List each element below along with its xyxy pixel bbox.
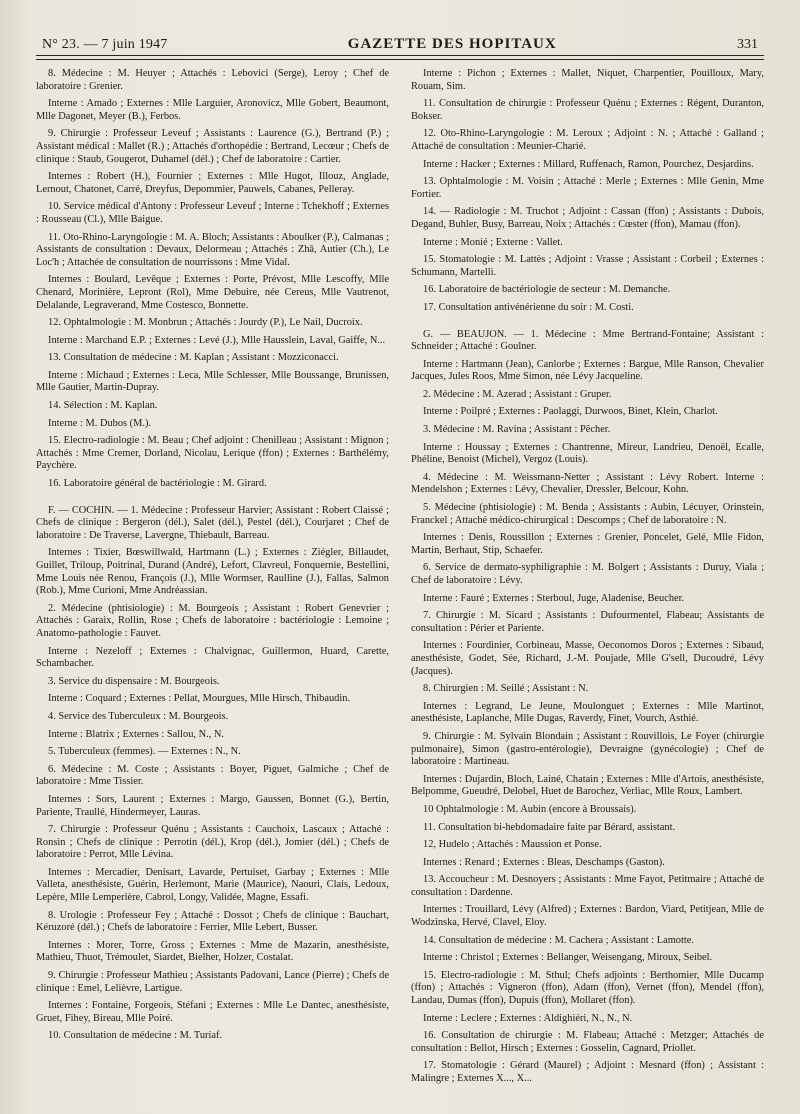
paragraph: 15. Electro-radiologie : M. Beau ; Chef adjoint : Chenilleau ; Assistant : Mignon ; Attachés : Mme Cremer, Dorland, Nicolau, Lerique (ffon) ; Externes : Barthélémy, Paychère. xyxy=(36,435,389,472)
paragraph: 17. Stomatologie : Gérard (Maurel) ; Adjoint : Mesnard (ffon) ; Assistant : Malingre ; Externes X..., X... xyxy=(411,1060,764,1084)
paragraph: Interne : Christol ; Externes : Bellanger, Weisengang, Miroux, Seibel. xyxy=(423,952,713,964)
paragraph: Internes : Sors, Laurent ; Externes : Margo, Gaussen, Bonnet (G.), Bertin, Pariente, Traullé, Hindermeyer, Lauras. xyxy=(36,793,389,818)
right-column xyxy=(411,68,764,1091)
paragraph: 9. Chirurgie : Professeur Leveuf ; Assistants : Laurence (G.), Bertrand (P.) ; Assistant médical : Mallet (R.) ; Attachés d'orthopédie : Bertrand, Lecœur ; Chefs de clinique : Staub, Gougerot, Duhamel (dél.) ; Chef de laboratoire : Cartier. xyxy=(36,128,389,165)
paragraph: 2. Médecine : M. Azerad ; Assistant : Gruper. xyxy=(423,388,612,400)
paragraph: 8. Médecine : M. Heuyer ; Attachés : Lebovici (Serge), Leroy ; Chef de laboratoire : Grenier. xyxy=(36,68,389,92)
header-rule-thin xyxy=(36,59,764,60)
paragraph: Interne : Blatrix ; Externes : Sallou, N., N. xyxy=(48,728,225,740)
paragraph: Interne : Houssay ; Externes : Chantrenne, Mireur, Landrieu, Denoël, Ecalle, Phéline, Benoist (Michel), Vergoz (Louis). xyxy=(411,441,764,466)
issue-number: N° 23. — 7 juin 1947 xyxy=(42,37,168,52)
paragraph: 13. Consultation de médecine : M. Kaplan ; Assistant : Mozziconacci. xyxy=(48,352,339,364)
paragraph: 4. Service des Tuberculeux : M. Bourgeois. xyxy=(48,710,229,722)
paragraph: Internes : Morer, Torre, Gross ; Externes : Mme de Mazarin, anesthésiste, Mathieu, Thuot, Trémoulet, Siardet, Bielher, Holzer, Costalat. xyxy=(36,939,389,964)
journal-title: GAZETTE DES HOPITAUX xyxy=(347,36,557,52)
paragraph: Internes : Mercadier, Denisart, Lavarde, Pertuiset, Garbay ; Externes : Mlle Valleta, anesthésiste, Guérin, Herlemont, Marie (Maurice), Naouri, Clais, Ledoux, Lepère, Mlle Lemperière, Cabrol, Longy, Validée, Magne, Essafi. xyxy=(36,866,389,904)
paragraph: Interne : Monié ; Externe : Vallet. xyxy=(423,236,563,248)
left-column xyxy=(36,68,389,1091)
paragraph: 7. Chirurgie : Professeur Quénu ; Assistants : Cauchoix, Lascaux ; Attaché : Ronsin ; Chefs de clinique : Perrotin (dél.), Krop (dél.), Jomier (dél.) ; Chefs de laboratoire : Perrot, Mlle Lévina. xyxy=(36,824,389,861)
paragraph: 10. Service médical d'Antony : Professeur Leveuf ; Interne : Tchekhoff ; Externes : Rousseau (Cl.), Mlle Baigue. xyxy=(36,201,389,225)
paragraph: 17. Consultation antivénérienne du soir : M. Costi. xyxy=(423,301,634,313)
paragraph: 3. Médecine : M. Ravina ; Assistant : Pêcher. xyxy=(423,424,611,436)
paragraph: Internes : Trouillard, Lévy (Alfred) ; Externes : Bardon, Viard, Petitjean, Mlle de Wodzinska, Hervé, Clavel, Eloy. xyxy=(411,904,764,929)
running-header xyxy=(36,36,764,55)
paragraph: Interne : M. Dubos (M.). xyxy=(48,417,152,429)
paragraph: Interne : Hartmann (Jean), Canlorbe ; Externes : Bargue, Mlle Ranson, Chevalier Jacques, Jules Roos, Mme Simon, née Lévy Jacqueline. xyxy=(411,358,764,383)
paragraph: Interne : Michaud ; Externes : Leca, Mlle Schlesser, Mlle Boussange, Brunissen, Mlle Gautier, Martin-Dupray. xyxy=(36,369,389,394)
paragraph: Interne : Coquard ; Externes : Pellat, Mourgues, Mlle Hirsch, Thibaudin. xyxy=(48,693,351,705)
paragraph: 12. Ophtalmologie : M. Monbrun ; Attachés : Jourdy (P.), Le Nail, Ducroix. xyxy=(48,317,363,329)
paragraph: Interne : Hacker ; Externes : Millard, Ruffenach, Ramon, Pourchez, Desjardins. xyxy=(423,158,754,170)
paragraph: 16. Laboratoire de bactériologie de secteur : M. Demanche. xyxy=(423,284,671,296)
paragraph: 12, Hudelo ; Attachés : Maussion et Ponse. xyxy=(423,839,602,851)
paragraph: 6. Service de dermato-syphiligraphie : M. Bolgert ; Assistants : Duruy, Viala ; Chef de laboratoire : Lévy. xyxy=(411,562,764,586)
paragraph: 6. Médecine : M. Coste ; Assistants : Boyer, Piguet, Galmiche ; Chef de laboratoire : Mme Tissier. xyxy=(36,763,389,788)
paragraph: Interne : Marchand E.P. ; Externes : Levé (J.), Mlle Hausslein, Laval, Gaiffe, N... xyxy=(48,334,386,346)
paragraph: 9. Chirurgie : Professeur Mathieu ; Assistants Padovani, Lance (Pierre) ; Chefs de clinique : Emel, Lelièvre, Lartigue. xyxy=(36,970,389,994)
page-number: 331 xyxy=(737,37,758,52)
paragraph: Interne : Nezeloff ; Externes : Chalvignac, Guillermon, Huard, Carette, Schambacher. xyxy=(36,645,389,670)
paragraph: 16. Laboratoire général de bactériologie : M. Girard. xyxy=(48,478,267,490)
paragraph: 5. Tuberculeux (femmes). — Externes : N., N. xyxy=(48,746,241,758)
paragraph: 4. Médecine : M. Weissmann-Netter ; Assistant : Lévy Robert. Interne : Mendelshon ; Externes : Lévy, Chevalier, Dressler, Belcour, Kohn. xyxy=(411,471,764,496)
paragraph: Internes : Legrand, Le Jeune, Moulonguet ; Externes : Mlle Martinot, anesthésiste, Laplanche, Mlle Dugas, Raverdy, Finet, Vourch, Asthié. xyxy=(411,700,764,725)
paragraph: 10. Consultation de médecine : M. Turiaf. xyxy=(48,1030,223,1042)
paragraph: 3. Service du dispensaire : M. Bourgeois. xyxy=(48,675,220,687)
paragraph: 11. Consultation bi-hebdomadaire faite par Bérard, assistant. xyxy=(423,821,676,833)
paragraph: 15. Electro-radiologie : M. Sthul; Chefs adjoints : Berthomier, Mlle Ducamp (ffon) ; Attachés : Vigneron (ffon), Adam (ffon), Vernet (ffon), Mendel (ffon), Landau, Dumas (ffon), Dupuis (ffon), Mollaret (ffon). xyxy=(411,969,764,1007)
paragraph: 14. — Radiologie : M. Truchot ; Adjoint : Cassan (ffon) ; Assistants : Dubois, Degand, Buhler, Busy, Barreau, Noix ; Attachés : Cœster (ffon), Mamau (ffon). xyxy=(411,206,764,230)
paragraph: 14. Sélection : M. Kaplan. xyxy=(48,400,158,412)
paragraph: 12. Oto-Rhino-Laryngologie : M. Leroux ; Adjoint : N. ; Attaché : Galland ; Attaché de consultation : Meunier-Charié. xyxy=(411,128,764,152)
paragraph: Internes : Renard ; Externes : Bleas, Deschamps (Gaston). xyxy=(423,856,665,868)
paragraph: 8. Urologie : Professeur Fey ; Attaché : Dossot ; Chefs de clinique : Bauchart, Kéruzoré (dél.) ; Chefs de laboratoire : Ferrier, Mlle Lebert, Busser. xyxy=(36,909,389,934)
paragraph: 2. Médecine (phtisiologie) : M. Bourgeois ; Assistant : Robert Genevrier ; Attachés : Garaix, Rollin, Rose ; Chefs de laboratoire : bactériologie : Lemoine ; Anatomo-pathologie : Fauvet. xyxy=(36,602,389,639)
paragraph: Internes : Tixier, Bœswillwald, Hartmann (L.) ; Externes : Ziégler, Billaudet, Guillet, Triloup, Poitrinal, Durand (André), Lefort, Clavreul, Fonquernie, Bestellini, Mme Louis née Renou, François (J.), Mlle Wormser, Raulline (J.), Fallas, Salmon (Rob.), Mme Curioni, Mme Andréassian. xyxy=(36,547,389,597)
paragraph: Internes : Fontaine, Forgeois, Stéfani ; Externes : Mlle Le Dantec, anesthésiste, Gruet, Fihey, Bireau, Mlle Poiré. xyxy=(36,1000,389,1024)
paragraph: 15. Stomatologie : M. Lattès ; Adjoint : Vrasse ; Assistant : Corbeil ; Externes : Schumann, Martelli. xyxy=(411,254,764,278)
paragraph: Internes : Robert (H.), Fournier ; Externes : Mlle Hugot, Illouz, Anglade, Lernout, Chatonet, Carré, Dreyfus, Depommier, Pauwels, Cabanes, Pelleray. xyxy=(36,171,389,195)
paragraph: 8. Chirurgien : M. Seillé ; Assistant : N. xyxy=(423,683,589,695)
paragraph: Interne : Poilpré ; Externes : Paolaggi, Durwoos, Binet, Klein, Charlot. xyxy=(423,406,718,418)
paragraph: Internes : Boulard, Levêque ; Externes : Porte, Prévost, Mlle Lescoffy, Mlle Chenard, Morinière, Lepront (Rol), Mme Debuire, née Cereus, Mlle Vautrenot, Delalande, Legraverand, Mme Costesco, Bonnette. xyxy=(36,274,389,311)
paragraph: Interne : Leclere ; Externes : Aldighiéri, N., N., N. xyxy=(423,1012,633,1024)
two-column-body xyxy=(36,68,764,1091)
paragraph: Interne : Pichon ; Externes : Mallet, Niquet, Charpentier, Pouilloux, Mary, Rouam, Sim. xyxy=(411,68,764,92)
paragraph: Interne : Fauré ; Externes : Sterboul, Juge, Aladenise, Beucher. xyxy=(423,592,685,604)
paragraph: 11. Oto-Rhino-Laryngologie : M. A. Bloch; Assistants : Aboulker (P.), Calmanas ; Assistants de consultation : Devaux, Delormeau ; Attachés : Zhâ, Autier (Ch.), Le Loc'h ; Attachée de consultation de nourrissons : Mme Vidal. xyxy=(36,231,389,268)
paragraph: Interne : Amado ; Externes : Mlle Larguier, Aronovicz, Mlle Gobert, Beaumont, Mlle Dagonet, Meyer (B.), Ferbos. xyxy=(36,98,389,122)
header-rule xyxy=(36,55,764,56)
paragraph: 9. Chirurgie : M. Sylvain Blondain ; Assistant : Rouvillois, Le Foyer (chirurgie pulmonaire), Simon (gastro-entérologie), Devraigne (gynécologie) ; Chef de laboratoire : Martineau. xyxy=(411,730,764,768)
paragraph: Internes : Denis, Roussillon ; Externes : Grenier, Poncelet, Gelé, Mlle Fidon, Martin, Berhaut, Stip, Schaefer. xyxy=(411,532,764,556)
paragraph: F. — COCHIN. — 1. Médecine : Professeur Harvier; Assistant : Robert Claissé ; Chefs de clinique : Bergeron (dél.), Salet (dél.), Pestel (dél.), Courjaret ; Chef de laboratoire : De Traverse, Lavergne, Thiebault, Barreau. xyxy=(36,504,389,541)
paragraph: 11. Consultation de chirurgie : Professeur Quénu ; Externes : Régent, Duranton, Bokser. xyxy=(411,98,764,122)
paragraph: 13. Ophtalmologie : M. Voisin ; Attaché : Merle ; Externes : Mlle Genin, Mme Fortier. xyxy=(411,176,764,200)
paragraph: 5. Médecine (phtisiologie) : M. Benda ; Assistants : Aubin, Lécuyer, Orinstein, Franckel ; Attaché médico-chirurgical : Descomps ; Chef de laboratoire : N. xyxy=(411,502,764,526)
paragraph: Internes : Fourdinier, Corbineau, Masse, Oeconomos Doros ; Externes : Sibaud, anesthésiste, Godet, Sée, Richard, J.-M. Poujade, Mlle G'sell, Ducoudré, Lévy (Jacques). xyxy=(411,640,764,677)
paragraph: G. — BEAUJON. — 1. Médecine : Mme Bertrand-Fontaine; Assistant : Schneider ; Attaché : Goulner. xyxy=(411,328,764,353)
paragraph: 14. Consultation de médecine : M. Cachera ; Assistant : Lamotte. xyxy=(423,934,694,946)
paragraph: 13. Accoucheur : M. Desnoyers ; Assistants : Mme Fayot, Petitmaire ; Attaché de consultation : Dardenne. xyxy=(411,874,764,898)
paragraph: Internes : Dujardin, Bloch, Lainé, Chatain ; Externes : Mlle d'Artois, anesthésiste, Belpomme, Gueudré, Delobel, Huet de Barochez, Verliac, Mlle Roux, Lambert. xyxy=(411,773,764,798)
paragraph: 16. Consultation de chirurgie : M. Flabeau; Attaché : Metzger; Attachés de consultation : Bellot, Hirsch ; Externes : Gosselin, Cagnard, Priollet. xyxy=(411,1030,764,1054)
paragraph: 7. Chirurgie : M. Sicard ; Assistants : Dufourmentel, Flabeau; Assistants de consultation : Périer et Pariente. xyxy=(411,610,764,634)
paragraph: 10 Ophtalmologie : M. Aubin (encore à Broussais). xyxy=(423,803,637,815)
